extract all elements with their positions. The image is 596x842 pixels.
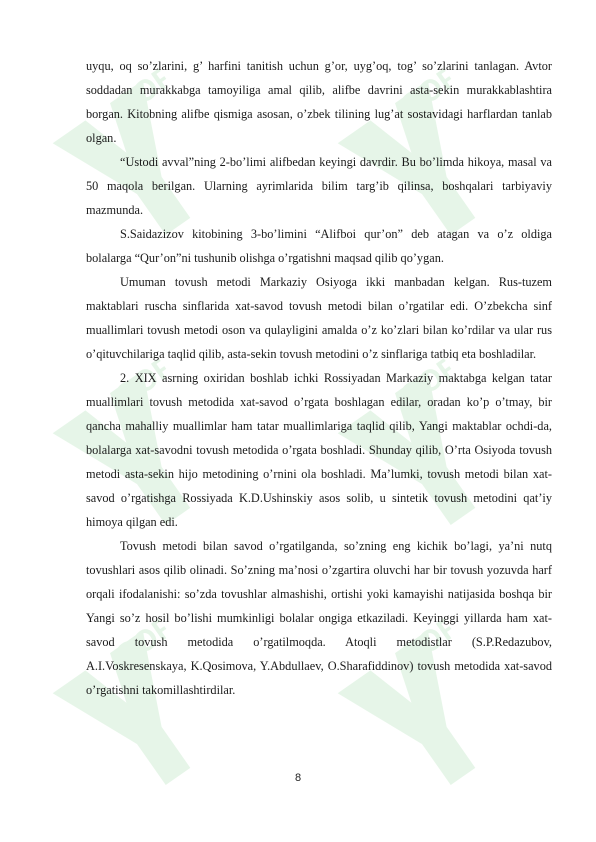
paragraph: 2. XIX asrning oxiridan boshlab ichki Rossiyadan Markaziy maktabga kelgan tatar muallimlari tovush metodida xat-savod o’rgata boshlagan edilar, oradan ko’p o’tmay, bir qancha mahalliy muallimlar ham tatar muallimlariga taqlid qilib, Yangi maktablar ochdi-da, bolalarga xat-savodni tovush metodida o’rgata boshladi. Shunday qilib, O’rta Osiyoda tovush metodi asta-sekin hijo metodining o’rnini ola boshladi. Ma’lumki, tovush metodi bilan xat-savod o’rgatishga Rossiyada K.D.Ushinskiy asos solib, u sintetik tovush metodini qat’iy himoya qilgan edi. — [86, 371, 552, 529]
paragraph: S.Saidazizov kitobining 3-bo’limini “Alifboi qur’on” deb atagan va o’z oldiga bolalarga “Qur’on”ni tushunib olishga o’rgatishni maqsad qilib qo’ygan. — [86, 227, 552, 265]
watermark-text: SOFT — [110, 602, 196, 673]
watermark-text: SOFT — [395, 602, 481, 673]
paragraph: uyqu, oq so’zlarini, g’ harfini tanitish uchun g’or, uyg’oq, tog’ so’zlarini tanlagan. Avtor soddadan murakkabga tamoyiliga amal qilib, alifbe davrini asta-sekin murakkablashtira borgan. Kitobning alifbe qismiga asosan, o’zbek tilining lug’at sostavidagi harflardan tanlab olgan. — [86, 59, 552, 145]
watermark-text: SOFT — [395, 52, 481, 123]
watermark-text: SOFT — [110, 52, 196, 123]
watermark-text: SOFT — [395, 342, 481, 413]
watermark-text: SOFT — [110, 342, 196, 413]
paragraph: “Ustodi avval”ning 2-bo’limi alifbedan keyingi davrdir. Bu bo’limda hikoya, masal va 50 maqola berilgan. Ularning ayrimlarida bilim targ’ib qilinsa, boshqalari tarbiyaviy mazmunda. — [86, 155, 552, 217]
page-number: 8 — [294, 772, 302, 784]
paragraph: Umuman tovush metodi Markaziy Osiyoga ikki manbadan kelgan. Rus-tuzem maktablari ruscha sinflarida xat-savod tovush metodi bilan o’rgatilar edi. O’zbekcha sinf muallimlari tovush metodi oson va qulayligini amalda o’z ko’zlari bilan ko’rdilar va ular rus o’qituvchilariga taqlid qilib, asta-sekin tovush metodini o’z sinflariga tatbiq eta boshladilar. — [86, 275, 552, 361]
body-text — [86, 54, 552, 702]
paragraph: Tovush metodi bilan savod o’rgatilganda, so’zning eng kichik bo’lagi, ya’ni nutq tovushlari asos qilib olinadi. So’zning ma’nosi o’zgartira oluvchi har bir tovush yozuvda harf orqali ifodalanishi: so’zda tovushlar almashishi, ortishi yoki kamayishi natijasida boshqa bir Yangi so’z hosil bo’lishi mumkinligi bolalar ongiga etkaziladi. Keyinggi yillarda ham xat-savod tovush metodida o’rgatilmoqda. Atoqli metodistlar (S.P.Redazubov, A.I.Voskresenskaya, K.Qosimova, Y.Abdullaev, O.Sharafiddinov) tovush metodida xat-savod o’rgatishni takomillashtirdilar. — [86, 539, 552, 697]
